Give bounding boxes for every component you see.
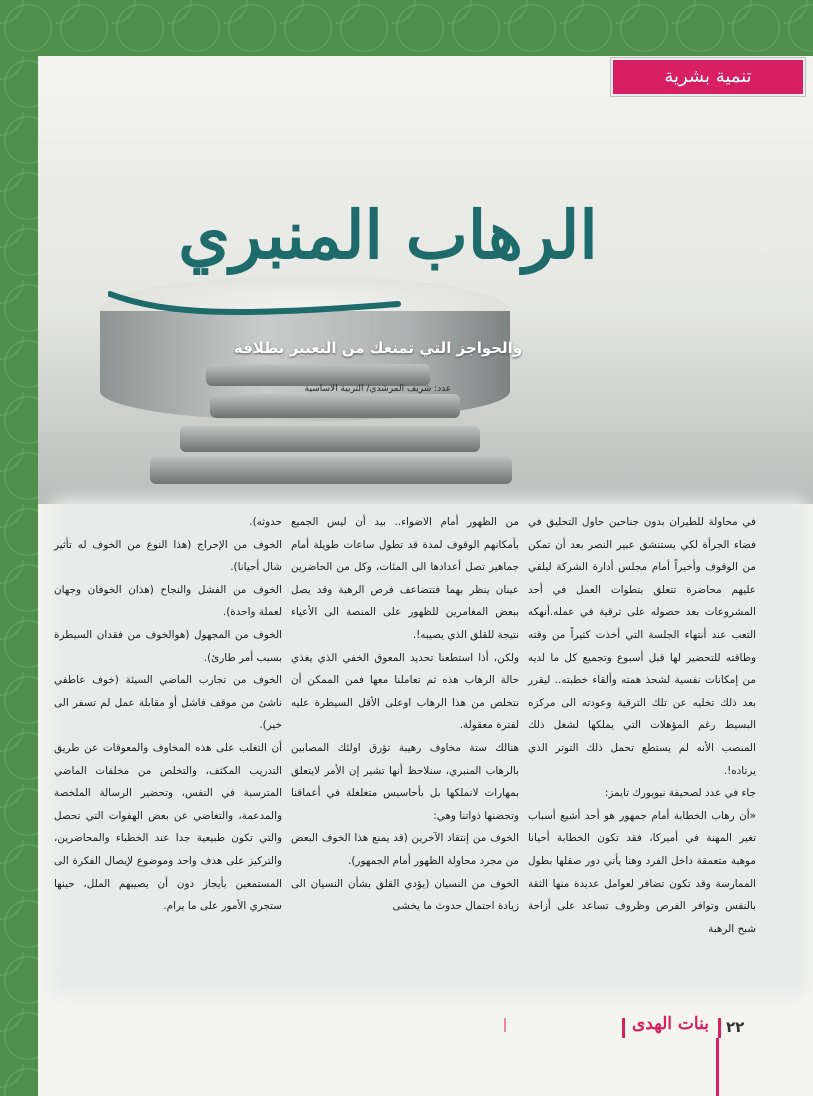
paragraph: من الظهور أمام الاضواء.. بيد أن ليس الجميع بأمكانهم الوقوف لمدة قد تطول ساعات طويلة أمام جماهير تصل أعدادها الى المئات، وكل من الحاضرين عينان ينظر بهما فتتضاعف فرص الرهبة وقد يصل ببعض المغامرين للظهور على المنصة الى الأعياء نتيجة للقلق الذي يصيبه!. <box>291 516 519 641</box>
article-title: الرهاب المنبري <box>178 196 598 274</box>
paragraph: في محاولة للطيران بدون جناحين حاول التحليق في فضاء الجرأة لكي يستنشق عبير النصر بعد أن تمكن من الوقوف وأخيراً أمام مجلس أدارة الشركة ليلقي عليهم محاضرة تتعلق بتطوات العمل في أحد المشروعات بعد حصوله على ترقية في عمله.أنهكه التعب عند أنتهاء الجلسة التي أخذت كثيراً من وقته وطاقته للتحضير لها قبل أسبوع وتجميع كل ما لديه من إمكانات نفسية لشحذ همته وألقاء خطبته.. ليقرر بعد ذلك تخليه عن تلك الترقية وعودته الى مركزه البسيط رغم المؤهلات التي يملكها لشغل ذلك المنصب الأنه لم يستطع تحمل ذلك التوتر الذي يرتاده!. <box>528 516 756 777</box>
paragraph: حدوثه). <box>249 516 282 528</box>
paragraph: الخوف من الفشل والنجاح (هذان الخوفان وجهان لعملة واحدة). <box>54 583 282 619</box>
text-column-3 <box>54 511 282 991</box>
podium-step <box>150 456 512 484</box>
paragraph: هنالك ستة مخاوف رهيبة تؤرق اولئك المصابين بالرهاب المنبري، سنلاحظ أنها تشير إن الأمر لايتعلق بمهارات لانملكها بل بأحاسيس متغلغلة في أعماقنا وتحضنها ذواتنا وهي: <box>291 741 519 822</box>
page-number: ٢٢ <box>726 1018 745 1036</box>
text-column-2 <box>291 511 519 991</box>
magazine-page <box>38 56 813 1096</box>
hero-image <box>38 56 813 504</box>
margin-rule <box>716 1038 719 1096</box>
magazine-logo: بنات الهدى <box>632 1014 709 1034</box>
paragraph: «أن رهاب الخطابة أمام جمهور هو أحد أشيع أسباب تغير المهنة في أميركا، فقد تكون الخطابة أحيانا موهبة متعمقة داخل الفرد وهنا يأتي دور صقلها بطول الممارسة وقد تكون تضافر لعوامل عديدة منها الثقة بالنفس وتوافر الفرص وظروف تساعد على أزاحة شبح الرهبة <box>528 809 756 935</box>
paragraph: الخوف من الإحراج (هذا النوع من الخوف له تأثير شال أحيانا). <box>54 538 282 574</box>
paragraph: ولكن، أذا استطعنا تحديد المعوق الخفي الذي يغذي حالة الرهاب هذه ثم تعاملنا معها فمن الممكن أن نتخلص من هذا الرهاب اوعلى الأقل السيطرة عليه لفترة معقولة. <box>291 651 519 732</box>
paragraph: أن التغلب على هذه المخاوف والمعوقات عن طريق التدريب المكثف، والتخلص من مخلفات الماضي المترسبة في النفس، وتحضير الرسالة الملخصة والمدعمة، والتغاضي عن بعض الهفوات التي تحصل والتي تكون طبيعية جدا عند الخطباء والمحاضرين، والتركيز على هدف واحد وموضوع لإيصال الفكرة الى المستمعين بأيجاز دون أن يصيبهم الملل، حينها ستجري الأمور على ما يرام. <box>54 741 282 913</box>
podium-step <box>180 426 480 452</box>
article-subtitle: والحواجز التي تمنعك من التعبير بطلاقة <box>233 339 523 357</box>
footer-rule <box>504 1018 506 1032</box>
author-credit: عدد: شريف المرشدي/ التربية الاساسية <box>304 384 452 394</box>
podium-step <box>206 364 430 386</box>
section-tag: تنمية بشرية <box>611 58 805 96</box>
paragraph: جاء في عدد لصحيفة نيويورك تايمز: <box>604 787 756 800</box>
podium-step <box>210 394 460 418</box>
paragraph: الخوف من المجهول (هوالخوف من فقدان السيطرة بسبب أمر طارئ). <box>54 628 282 664</box>
title-swash <box>108 286 408 326</box>
text-column-1 <box>528 511 756 991</box>
paragraph: الخوف من تجارب الماضي السيئة (خوف عاطفي ناشئ من موقف فاشل أو مقابلة عمل لم تسفر الى خير). <box>54 674 282 732</box>
logo-divider <box>622 1018 625 1038</box>
paragraph: الخوف من النسيان (يؤدي القلق بشأن النسيان الى زيادة احتمال حدوث ما يخشى <box>291 877 519 913</box>
paragraph: الخوف من إنتقاد الآخرين (قد يمنع هذا الخوف البعض من مجرد محاولة الظهور أمام الجمهور). <box>291 832 519 867</box>
folio-divider <box>718 1018 721 1038</box>
